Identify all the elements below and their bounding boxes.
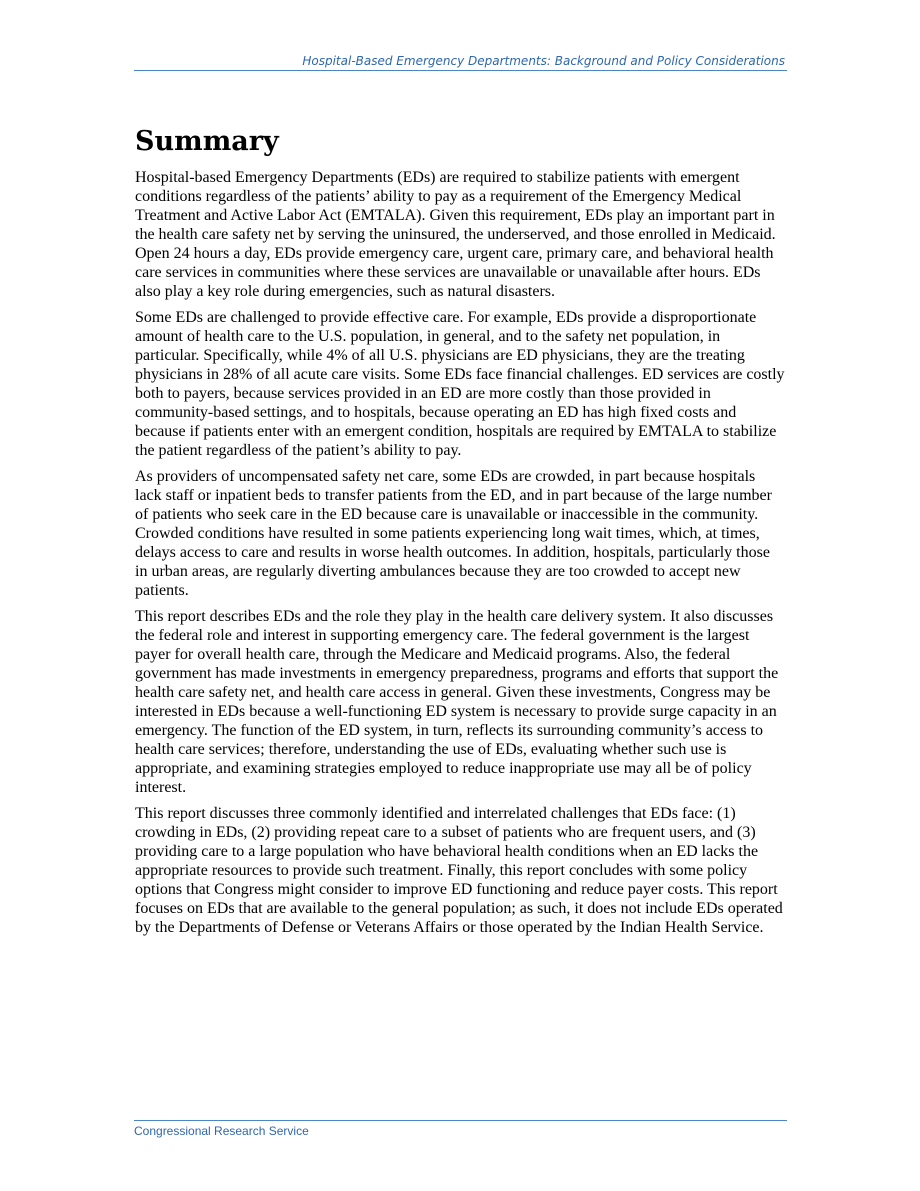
summary-paragraph-5: This report discusses three commonly identified and interrelated challenges that EDs face: (1) crowding in EDs, (2) providing repeat care to a subset of patients who are frequent users, and (3) providing care to a large population who have behavioral health conditions when an ED lacks the appropriate resources to provide such treatment. Finally, this report concludes with some policy options that Congress might consider to improve ED functioning and reduce payer costs. This report focuses on EDs that are available to the general population; as such, it does not include EDs operated by the Departments of Defense or Veterans Affairs or those operated by the Indian Health Service. — [135, 805, 783, 936]
footer-organization: Congressional Research Service — [134, 1124, 309, 1138]
summary-paragraph-3: As providers of uncompensated safety net care, some EDs are crowded, in part because hospitals lack staff or inpatient beds to transfer patients from the ED, and in part because of the large number of patients who seek care in the ED because care is unavailable or inaccessible in the community. Crowded conditions have resulted in some patients experiencing long wait times, which, at times, delays access to care and results in worse health outcomes. In addition, hospitals, particularly those in urban areas, are regularly diverting ambulances because they are too crowded to accept new patients. — [135, 468, 772, 599]
summary-section — [135, 126, 785, 944]
summary-paragraph-4: This report describes EDs and the role they play in the health care delivery system. It also discusses the federal role and interest in supporting emergency care. The federal government is the largest payer for overall health care, through the Medicare and Medicaid programs. Also, the federal government has made investments in emergency preparedness, programs and efforts that support the health care safety net, and health care access in general. Given these investments, Congress may be interested in EDs because a well-functioning ED system is necessary to provide surge capacity in an emergency. The function of the ED system, in turn, reflects its surrounding community’s access to health care services; therefore, understanding the use of EDs, evaluating whether such use is appropriate, and examining strategies employed to reduce inappropriate use may all be of policy interest. — [135, 608, 779, 796]
summary-paragraph-2: Some EDs are challenged to provide effective care. For example, EDs provide a disproportionate amount of health care to the U.S. population, in general, and to the safety net population, in particular. Specifically, while 4% of all U.S. physicians are ED physicians, they are the treating physicians in 28% of all acute care visits. Some EDs face financial challenges. ED services are costly both to payers, because services provided in an ED are more costly than those provided in community-based settings, and to hospitals, because operating an ED has high fixed costs and because if patients enter with an emergent condition, hospitals are required by EMTALA to stabilize the patient regardless of the patient’s ability to pay. — [135, 309, 785, 459]
page-footer — [134, 1120, 787, 1139]
running-header — [134, 54, 787, 71]
running-header-title: Hospital-Based Emergency Departments: Background and Policy Considerations — [302, 54, 785, 68]
summary-paragraph-1: Hospital-based Emergency Departments (EDs) are required to stabilize patients with emergent conditions regardless of the patients’ ability to pay as a requirement of the Emergency Medical Treatment and Active Labor Act (EMTALA). Given this requirement, EDs play an important part in the health care safety net by serving the uninsured, the underserved, and those enrolled in Medicaid. Open 24 hours a day, EDs provide emergency care, urgent care, primary care, and behavioral health care services in communities where these services are unavailable or unavailable after hours. EDs also play a key role during emergencies, such as natural disasters. — [135, 169, 776, 300]
section-title: Summary — [135, 126, 279, 157]
